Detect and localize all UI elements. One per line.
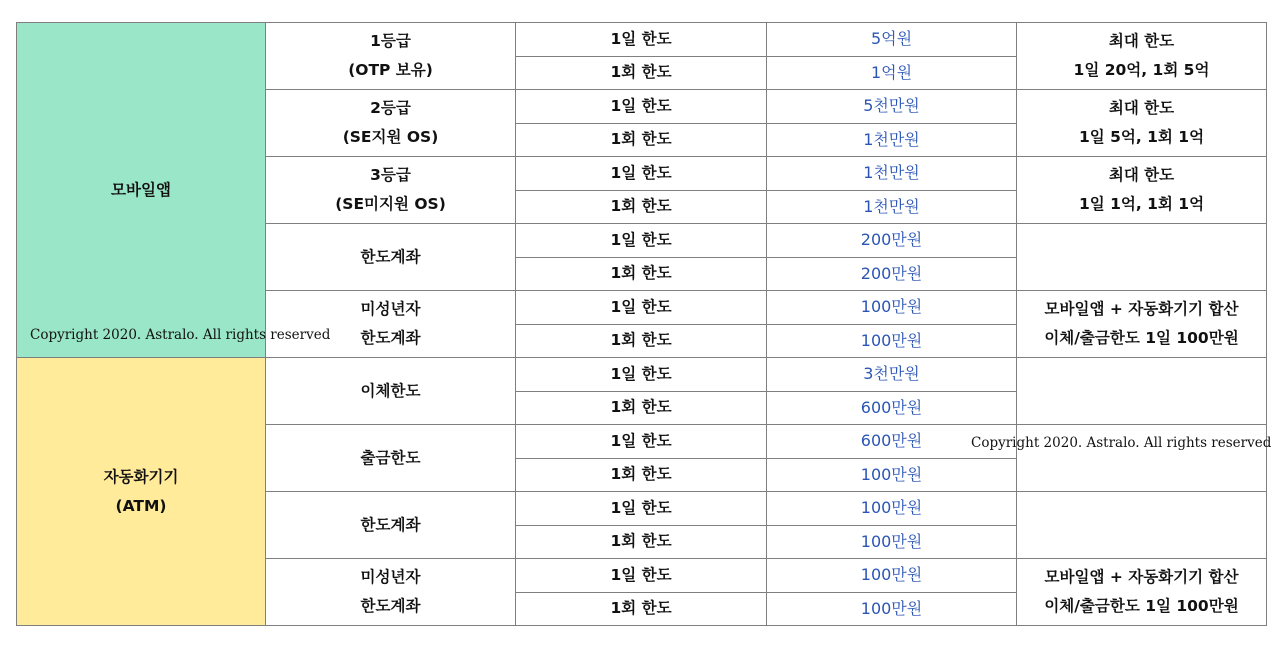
table-row (17, 358, 1267, 392)
max-limit-note-cell (1017, 492, 1267, 559)
limit-amount-cell: 5억원 (767, 23, 1017, 57)
tier-name-cell-line: 한도계좌 (360, 515, 421, 534)
limit-period-cell: 1일 한도 (516, 224, 767, 258)
tier-name-cell-line: 한도계좌 (360, 597, 421, 615)
max-limit-note-cell-line: 이체/출금한도 1일 100만원 (1044, 597, 1239, 615)
limit-amount-cell: 100만원 (767, 559, 1017, 593)
max-limit-note-cell (1017, 559, 1267, 626)
category-atm (17, 358, 266, 626)
max-limit-note-cell-line: 최대 한도 (1108, 32, 1175, 51)
max-limit-note-cell-line: 최대 한도 (1108, 99, 1175, 118)
limit-amount-cell: 1천만원 (767, 157, 1017, 191)
limit-amount-cell: 100만원 (767, 492, 1017, 526)
tier-name-cell (266, 224, 516, 291)
limit-period-cell: 1일 한도 (516, 492, 767, 526)
max-limit-note-cell (1017, 291, 1267, 358)
limit-period-cell: 1회 한도 (516, 257, 767, 291)
tier-name-cell-line: 미성년자 (360, 568, 421, 587)
tier-name-cell-line: 2등급 (370, 99, 411, 118)
limit-period-cell: 1일 한도 (516, 90, 767, 124)
tier-name-cell (266, 23, 516, 90)
transfer-limit-table (16, 22, 1267, 626)
limit-amount-cell: 100만원 (767, 291, 1017, 325)
copyright-watermark: Copyright 2020. Astralo. All rights reserved (30, 327, 331, 343)
max-limit-note-cell (1017, 23, 1267, 90)
limit-period-cell: 1일 한도 (516, 157, 767, 191)
limit-amount-cell: 100만원 (767, 525, 1017, 559)
tier-name-cell (266, 291, 516, 358)
limit-amount-cell: 100만원 (767, 458, 1017, 492)
max-limit-note-cell-line: 최대 한도 (1108, 166, 1175, 185)
tier-name-cell-line: (OTP 보유) (348, 61, 433, 79)
limit-amount-cell: 100만원 (767, 324, 1017, 358)
max-limit-note-cell (1017, 224, 1267, 291)
limit-amount-cell: 200만원 (767, 224, 1017, 258)
max-limit-note-cell (1017, 358, 1267, 425)
limit-period-cell: 1회 한도 (516, 592, 767, 626)
tier-name-cell-line: (SE지원 OS) (342, 128, 439, 146)
limit-period-cell: 1회 한도 (516, 56, 767, 90)
tier-name-cell (266, 559, 516, 626)
max-limit-note-cell (1017, 90, 1267, 157)
max-limit-note-cell-line: 1일 1억, 1회 1억 (1078, 195, 1205, 213)
limit-amount-cell: 3천만원 (767, 358, 1017, 392)
category-atm-line: (ATM) (115, 496, 167, 515)
limit-period-cell: 1회 한도 (516, 190, 767, 224)
tier-name-cell-line: (SE미지원 OS) (335, 195, 446, 213)
tier-name-cell-line: 3등급 (370, 166, 411, 185)
limit-period-cell: 1일 한도 (516, 425, 767, 459)
limit-amount-cell: 5천만원 (767, 90, 1017, 124)
max-limit-note-cell (1017, 157, 1267, 224)
limit-period-cell: 1회 한도 (516, 123, 767, 157)
limit-period-cell: 1회 한도 (516, 391, 767, 425)
limit-period-cell: 1일 한도 (516, 559, 767, 593)
limit-amount-cell: 100만원 (767, 592, 1017, 626)
copyright-watermark: Copyright 2020. Astralo. All rights reserved (971, 435, 1272, 451)
tier-name-cell-line: 미성년자 (360, 300, 421, 319)
tier-name-cell-line: 이체한도 (360, 381, 421, 400)
tier-name-cell (266, 425, 516, 492)
category-mobile-app (17, 23, 266, 358)
max-limit-note-cell-line: 이체/출금한도 1일 100만원 (1044, 329, 1239, 347)
max-limit-note-cell-line: 모바일앱 + 자동화기기 합산 (1044, 300, 1239, 319)
tier-name-cell (266, 90, 516, 157)
limit-period-cell: 1일 한도 (516, 291, 767, 325)
max-limit-note-cell-line: 1일 5억, 1회 1억 (1078, 128, 1205, 146)
max-limit-note-cell-line: 1일 20억, 1회 5억 (1073, 61, 1210, 79)
category-atm-line: 자동화기기 (103, 467, 179, 486)
limit-period-cell: 1회 한도 (516, 525, 767, 559)
limit-period-cell: 1일 한도 (516, 358, 767, 392)
tier-name-cell (266, 157, 516, 224)
tier-name-cell-line: 출금한도 (360, 448, 421, 467)
limit-period-cell: 1일 한도 (516, 23, 767, 57)
tier-name-cell (266, 358, 516, 425)
category-mobile-app-line: 모바일앱 (111, 180, 171, 199)
table-body (17, 23, 1267, 626)
limit-amount-cell: 1천만원 (767, 190, 1017, 224)
limit-amount-cell: 1천만원 (767, 123, 1017, 157)
tier-name-cell-line: 한도계좌 (360, 247, 421, 266)
table-row (17, 23, 1267, 57)
tier-name-cell-line: 1등급 (370, 32, 411, 51)
limit-amount-cell: 1억원 (767, 56, 1017, 90)
limit-period-cell: 1회 한도 (516, 324, 767, 358)
max-limit-note-cell-line: 모바일앱 + 자동화기기 합산 (1044, 568, 1239, 587)
tier-name-cell (266, 492, 516, 559)
limit-amount-cell: 200만원 (767, 257, 1017, 291)
limit-amount-cell: 600만원 (767, 425, 1017, 459)
limit-amount-cell: 600만원 (767, 391, 1017, 425)
tier-name-cell-line: 한도계좌 (360, 329, 421, 347)
limit-period-cell: 1회 한도 (516, 458, 767, 492)
